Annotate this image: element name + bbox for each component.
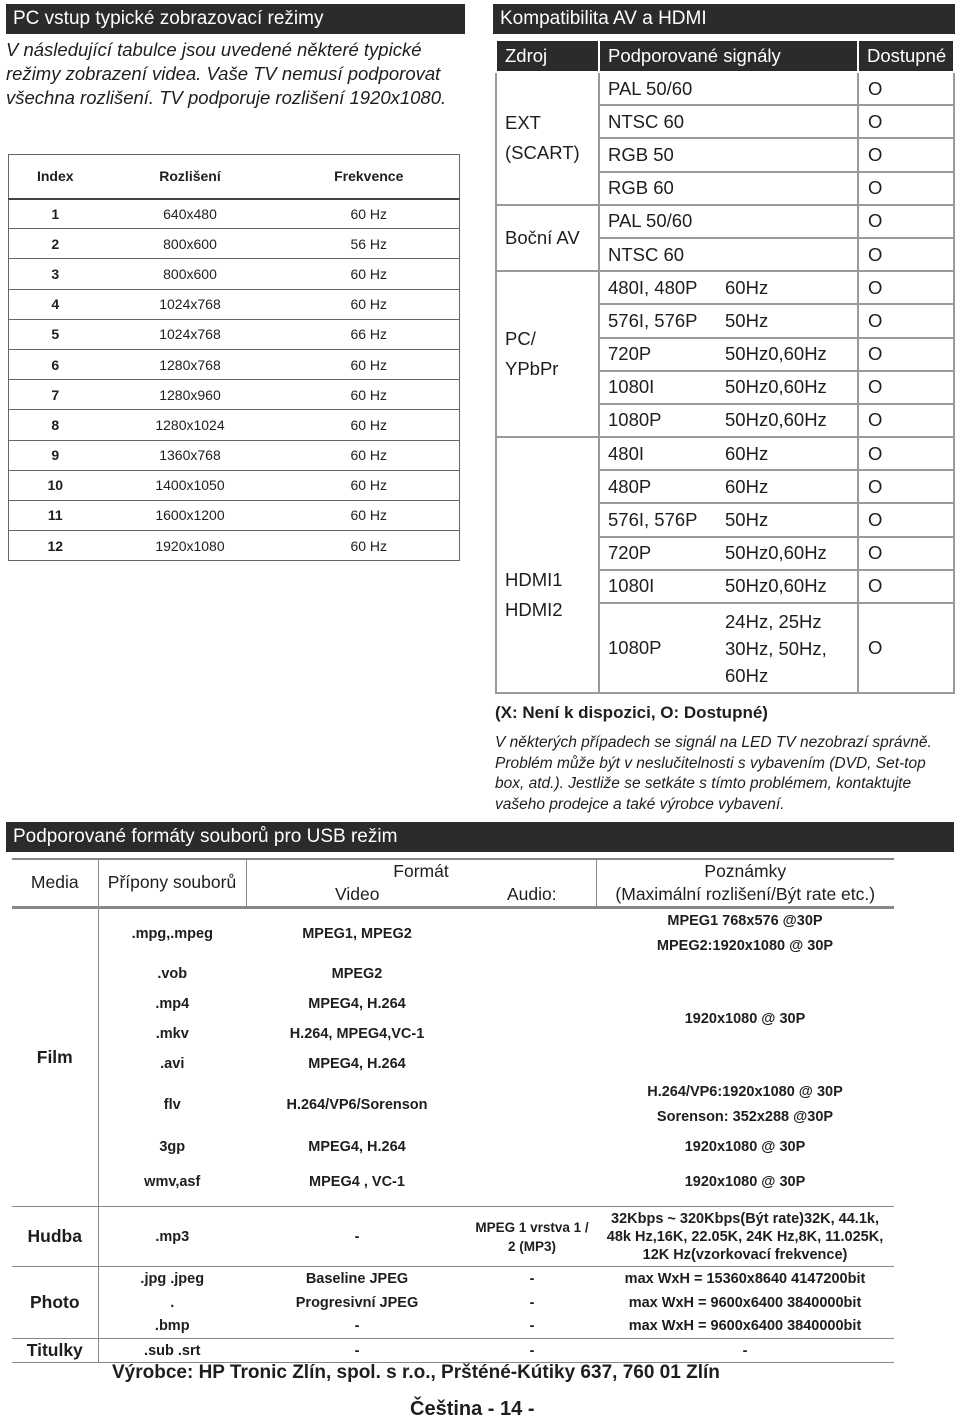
signal-cell: PAL 50/60 <box>599 72 858 105</box>
audio-cell <box>468 907 596 959</box>
table-row <box>12 989 894 1019</box>
available-cell: O <box>858 138 954 171</box>
available-cell: O <box>858 205 954 238</box>
index-cell: 12 <box>9 531 102 561</box>
table-row <box>9 470 460 500</box>
video-cell: H.264/VP6/Sorenson <box>286 1096 428 1113</box>
table-row <box>496 72 954 105</box>
pc-modes-table <box>8 154 460 561</box>
resolution-cell: 1280x960 <box>102 380 279 410</box>
index-cell: 4 <box>9 289 102 319</box>
media-film: Film <box>12 907 98 1207</box>
manufacturer-footer: Výrobce: HP Tronic Zlín, spol. s r.o., Pršténé-Kútiky 637, 760 01 Zlín <box>112 1362 720 1383</box>
ext-cell: .bmp <box>98 1315 246 1339</box>
table-row <box>12 1339 894 1363</box>
notes-cell: max WxH = 9600x6400 3840000bit <box>596 1315 894 1339</box>
ext-cell: .avi <box>160 1055 185 1072</box>
col-frequency: Frekvence <box>279 155 460 199</box>
source-label: YPbPr <box>505 358 559 380</box>
table-row <box>9 199 460 229</box>
frequency-cell: 60 Hz <box>279 199 460 229</box>
table-row <box>12 1267 894 1291</box>
index-cell: 7 <box>9 380 102 410</box>
table-row <box>9 380 460 410</box>
frequency-cell: 60 Hz <box>279 259 460 289</box>
index-cell: 6 <box>9 349 102 379</box>
av-section-title: Kompatibilita AV a HDMI <box>493 4 955 34</box>
col-available: Dostupné <box>858 40 954 72</box>
video-cell: Baseline JPEG <box>305 1270 409 1287</box>
ext-cell: .vob <box>157 965 188 982</box>
freq-line: 30Hz, 50Hz, <box>725 637 827 659</box>
source-label: HDMI2 <box>505 599 563 621</box>
signal-cell: 576I, 576P <box>599 503 717 536</box>
index-cell: 2 <box>9 229 102 259</box>
freq-line: 24Hz, 25Hz <box>725 610 822 632</box>
pc-section-title: PC vstup typické zobrazovací režimy <box>6 4 465 34</box>
available-cell: O <box>858 72 954 105</box>
video-cell: MPEG4, H.264 <box>308 1055 406 1072</box>
signal-cell: 720P <box>599 537 717 570</box>
av-note: V některých případech se signál na LED TV nezobrazí správně. Problém může být v neslučitelnosti s vybavením (DVD, Set-top box, atd.). Jestliže se setkáte s tímto problémem, kontaktujte vašeho prodejce a také výrobce vybavení. <box>495 734 932 813</box>
table-row <box>12 1207 894 1267</box>
resolution-cell: 1400x1050 <box>102 470 279 500</box>
audio-line: MPEG 1 vrstva 1 / <box>475 1219 589 1235</box>
av-legend: (X: Není k dispozici, O: Dostupné) <box>495 703 768 722</box>
resolution-cell: 1600x1200 <box>102 500 279 530</box>
table-row <box>9 531 460 561</box>
audio-cell: - <box>529 1294 535 1311</box>
frequency-cell: 66 Hz <box>279 319 460 349</box>
notes-cell: 1920x1080 @ 30P <box>684 1173 806 1190</box>
signal-cell: 480I, 480P <box>599 271 717 304</box>
source-label: EXT <box>505 112 541 134</box>
note-line: 12K Hz(vzorkovací frekvence) <box>642 1246 848 1263</box>
ext-cell: flv <box>163 1096 181 1113</box>
col-index: Index <box>9 155 102 199</box>
table-row <box>9 229 460 259</box>
table-row <box>12 1049 894 1079</box>
audio-cell <box>468 1163 596 1201</box>
available-cell: O <box>858 470 954 503</box>
frequency-cell: 50Hz <box>717 304 858 337</box>
frequency-cell: 60Hz <box>717 470 858 503</box>
signal-cell: 480I <box>599 437 717 470</box>
notes-cell <box>596 959 894 989</box>
signal-cell: 576I, 576P <box>599 304 717 337</box>
ext-cell: .mkv <box>155 1025 189 1042</box>
table-row <box>9 440 460 470</box>
col-source: Zdroj <box>496 40 599 72</box>
audio-cell <box>468 1019 596 1049</box>
audio-cell: - <box>468 1339 596 1363</box>
available-cell: O <box>858 105 954 138</box>
frequency-cell: 60 Hz <box>279 380 460 410</box>
table-row <box>12 1131 894 1163</box>
available-cell: O <box>858 304 954 337</box>
audio-cell <box>468 1049 596 1079</box>
table-row <box>12 1315 894 1339</box>
source-cell <box>496 437 599 693</box>
resolution-cell: 640x480 <box>102 199 279 229</box>
col-video: Video <box>246 883 468 907</box>
notes-cell: 1920x1080 @ 30P <box>684 1010 806 1027</box>
signal-cell: NTSC 60 <box>599 238 858 271</box>
available-cell: O <box>858 271 954 304</box>
note-line: H.264/VP6:1920x1080 @ 30P <box>647 1083 843 1100</box>
frequency-cell: 60 Hz <box>279 289 460 319</box>
source-label: (SCART) <box>505 142 580 164</box>
available-cell: O <box>858 172 954 205</box>
note-line: Sorenson: 352x288 @30P <box>656 1108 834 1125</box>
ext-cell: . <box>170 1294 175 1311</box>
frequency-cell: 50Hz <box>717 503 858 536</box>
available-cell: O <box>858 503 954 536</box>
frequency-cell: 60Hz <box>717 437 858 470</box>
video-cell: MPEG4, H.264 <box>308 995 406 1012</box>
notes-cell: max WxH = 9600x6400 3840000bit <box>628 1294 862 1311</box>
available-cell: O <box>858 371 954 404</box>
video-cell: MPEG4, H.264 <box>308 1138 406 1155</box>
col-audio: Audio: <box>468 883 596 907</box>
audio-cell <box>468 1131 596 1163</box>
pc-intro-text: V následující tabulce jsou uvedené některé typické režimy zobrazení videa. Vaše TV nemusí podporovat všechna rozlišení. TV podporuje rozlišení 1920x1080. <box>6 39 447 108</box>
table-header-row <box>496 40 954 72</box>
resolution-cell: 800x600 <box>102 229 279 259</box>
frequency-cell: 50Hz0,60Hz <box>717 338 858 371</box>
note-line: 48k Hz,16K, 22.05K, 24K Hz,8K, 11.025K, <box>606 1228 884 1245</box>
video-cell: - <box>246 1315 468 1339</box>
table-row <box>496 271 954 304</box>
col-notes-sub: (Maximální rozlišení/Být rate etc.) <box>596 883 894 907</box>
usb-formats-table <box>12 858 894 1363</box>
video-cell: H.264, MPEG4,VC-1 <box>289 1025 425 1042</box>
frequency-cell: 60 Hz <box>279 440 460 470</box>
ext-cell: .jpg .jpeg <box>140 1270 205 1287</box>
available-cell: O <box>858 570 954 603</box>
notes-cell: 1920x1080 @ 30P <box>684 1138 806 1155</box>
ext-cell: .sub .srt <box>98 1339 246 1363</box>
freq-line: 60Hz <box>725 664 769 686</box>
frequency-cell: 60 Hz <box>279 470 460 500</box>
video-cell: MPEG4 , VC-1 <box>309 1173 405 1190</box>
ext-cell: .mp3 <box>98 1207 246 1267</box>
note-line: 32Kbps ~ 320Kbps(Být rate)32K, 44.1k, <box>611 1210 879 1227</box>
available-cell: O <box>858 437 954 470</box>
frequency-cell: 60 Hz <box>279 500 460 530</box>
table-row <box>12 959 894 989</box>
col-media: Media <box>12 859 98 907</box>
table-row <box>12 1291 894 1315</box>
col-format: Formát <box>246 859 596 883</box>
source-label: PC/ <box>505 328 536 350</box>
frequency-cell: 50Hz0,60Hz <box>717 537 858 570</box>
frequency-cell: 60Hz <box>717 271 858 304</box>
signal-cell: 1080I <box>599 371 717 404</box>
available-cell: O <box>858 603 954 693</box>
source-label: HDMI1 <box>505 569 563 591</box>
note-line: MPEG2:1920x1080 @ 30P <box>656 937 834 954</box>
frequency-cell: 50Hz0,60Hz <box>717 570 858 603</box>
ext-cell: .mpg,.mpeg <box>131 925 213 942</box>
note-line: MPEG1 768x576 @30P <box>667 912 823 929</box>
frequency-cell: 56 Hz <box>279 229 460 259</box>
table-row <box>9 500 460 530</box>
signal-cell: RGB 60 <box>599 172 858 205</box>
col-notes: Poznámky <box>704 861 787 881</box>
usb-section-title: Podporované formáty souborů pro USB režim <box>6 822 954 852</box>
notes-cell <box>596 1207 894 1267</box>
source-cell <box>496 72 599 205</box>
table-row <box>496 205 954 238</box>
table-row <box>12 1079 894 1131</box>
col-resolution: Rozlišení <box>102 155 279 199</box>
table-row <box>9 289 460 319</box>
index-cell: 9 <box>9 440 102 470</box>
signal-cell: 1080P <box>599 404 717 437</box>
col-extensions: Přípony souborů <box>98 859 246 907</box>
available-cell: O <box>858 238 954 271</box>
signal-cell: NTSC 60 <box>599 105 858 138</box>
table-row <box>9 410 460 440</box>
table-row <box>496 437 954 470</box>
index-cell: 10 <box>9 470 102 500</box>
media-subtitles: Titulky <box>12 1339 98 1363</box>
index-cell: 11 <box>9 500 102 530</box>
resolution-cell: 1920x1080 <box>102 531 279 561</box>
col-signals: Podporované signály <box>599 40 858 72</box>
video-cell: Progresivní JPEG <box>295 1294 419 1311</box>
video-cell: MPEG2 <box>331 965 383 982</box>
available-cell: O <box>858 338 954 371</box>
notes-cell: max WxH = 15360x8640 4147200bit <box>624 1270 866 1287</box>
audio-line: 2 (MP3) <box>507 1238 556 1254</box>
frequency-cell: 50Hz0,60Hz <box>717 404 858 437</box>
notes-cell <box>596 907 894 959</box>
available-cell: O <box>858 404 954 437</box>
media-photo: Photo <box>12 1267 98 1339</box>
media-music: Hudba <box>12 1207 98 1267</box>
ext-cell: 3gp <box>159 1138 186 1155</box>
audio-cell <box>468 1207 596 1267</box>
available-cell: O <box>858 537 954 570</box>
ext-cell: .mp4 <box>155 995 190 1012</box>
table-row <box>12 1163 894 1201</box>
resolution-cell: 1360x768 <box>102 440 279 470</box>
page-number: Čeština - 14 - <box>410 1398 535 1420</box>
index-cell: 1 <box>9 199 102 229</box>
resolution-cell: 800x600 <box>102 259 279 289</box>
notes-cell <box>596 1049 894 1079</box>
signal-cell: 480P <box>599 470 717 503</box>
source-cell <box>496 271 599 437</box>
notes-cell <box>596 1079 894 1131</box>
resolution-cell: 1280x768 <box>102 349 279 379</box>
frequency-cell: 60 Hz <box>279 349 460 379</box>
audio-cell: - <box>529 1270 535 1287</box>
signal-cell: RGB 50 <box>599 138 858 171</box>
table-header-row <box>12 859 894 883</box>
resolution-cell: 1280x1024 <box>102 410 279 440</box>
frequency-cell: 60 Hz <box>279 531 460 561</box>
table-row <box>9 319 460 349</box>
index-cell: 8 <box>9 410 102 440</box>
ext-cell: wmv,asf <box>144 1173 201 1190</box>
frequency-cell <box>717 603 858 693</box>
index-cell: 5 <box>9 319 102 349</box>
source-cell <box>496 205 599 271</box>
table-row <box>9 349 460 379</box>
frequency-cell: 60 Hz <box>279 410 460 440</box>
signal-cell: 720P <box>599 338 717 371</box>
table-row <box>9 259 460 289</box>
audio-cell <box>468 989 596 1019</box>
index-cell: 3 <box>9 259 102 289</box>
audio-cell <box>468 959 596 989</box>
audio-cell: - <box>468 1315 596 1339</box>
signal-cell: PAL 50/60 <box>599 205 858 238</box>
frequency-cell: 50Hz0,60Hz <box>717 371 858 404</box>
audio-cell <box>468 1079 596 1131</box>
video-cell: - <box>246 1339 468 1363</box>
table-row <box>12 907 894 959</box>
resolution-cell: 1024x768 <box>102 289 279 319</box>
resolution-cell: 1024x768 <box>102 319 279 349</box>
source-label: Boční AV <box>505 226 580 248</box>
signal-cell: 1080P <box>599 603 717 693</box>
table-header-row <box>9 155 460 199</box>
signal-cell: 1080I <box>599 570 717 603</box>
video-cell: - <box>246 1207 468 1267</box>
video-cell: MPEG1, MPEG2 <box>302 925 412 942</box>
av-hdmi-table <box>495 39 955 694</box>
notes-cell: - <box>596 1339 894 1363</box>
